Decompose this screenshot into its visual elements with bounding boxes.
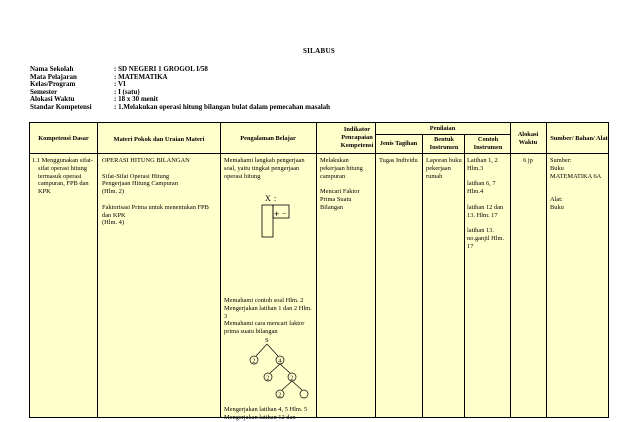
materi-line: Faktorisasi Prima untuk menentukan FPB dan KPK xyxy=(102,203,209,219)
tree-node: 2 xyxy=(278,392,282,399)
cell-contoh xyxy=(467,157,509,251)
syllabus-meta xyxy=(30,66,330,112)
cell-alokasi xyxy=(510,157,546,165)
meta-value: : 1.Melakukan operasi hitung bilangan bulat dalam pemecahan masalah xyxy=(114,102,331,111)
materi-line xyxy=(102,196,218,204)
contoh-line xyxy=(467,219,509,227)
times-symbol: X xyxy=(265,194,271,203)
indikator-line: Melakukan pekerjaan hitung campuran xyxy=(320,157,363,180)
contoh-line: latihan 13. no.ganjil Hlm. 17 xyxy=(467,227,505,250)
tree-node: 4 xyxy=(278,358,282,365)
contoh-line xyxy=(467,196,509,204)
meta-value: : MATEMATIKA xyxy=(114,72,168,81)
materi-line: (Hlm. 2) xyxy=(102,188,125,196)
sumber-line: Alat: xyxy=(550,195,563,203)
col-divider xyxy=(546,123,547,417)
sumber-line: MATEMATIKA 6A xyxy=(550,172,602,180)
pengalaman-line: Memahami contoh soal Hlm. 2 xyxy=(224,297,304,304)
cell-jenis xyxy=(379,157,421,165)
materi-line: (Hlm. 4) xyxy=(102,219,125,227)
meta-value: : I (satu) xyxy=(114,87,140,96)
meta-label: Standar Kompetensi xyxy=(30,102,92,111)
meta-label: Nama Sekolah xyxy=(30,65,74,73)
meta-label: Kelas/Program xyxy=(30,80,76,89)
meta-value: : VI xyxy=(114,80,126,89)
materi-line: Sifat-Sifat Operasi Hitung xyxy=(102,172,170,180)
col-divider xyxy=(316,123,317,417)
header-divider xyxy=(30,153,608,154)
col-divider xyxy=(422,134,423,417)
meta-row xyxy=(30,89,330,97)
meta-label: Alokasi Waktu xyxy=(30,95,75,104)
document-title: SILABUS xyxy=(302,47,336,55)
pengalaman-top: Memahami langkah pengerjaan soal, yaitu tingkat pengerjaan operasi hitung xyxy=(224,157,305,180)
sumber-line xyxy=(550,188,607,196)
materi-line: OPERASI HITUNG BILANGAN xyxy=(102,157,190,164)
header-indikator: Indikator Pencapaian Kompetensi xyxy=(340,126,374,149)
meta-row xyxy=(30,104,330,112)
tree-root: S xyxy=(265,337,269,344)
header-pengalaman: Pengalaman Belajar xyxy=(240,135,296,142)
meta-label: Mata Pelajaran xyxy=(30,72,77,81)
syllabus-table xyxy=(29,122,609,421)
header-penilaian: Penilaian xyxy=(429,124,456,132)
col-divider xyxy=(375,123,376,417)
contoh-line: latihan 12 dan 13. Hlm. 17 xyxy=(467,203,504,219)
col-divider xyxy=(510,123,511,417)
cell-kompetensi xyxy=(32,157,94,196)
meta-value: : SD NEGERI 1 GROGOL I/58 xyxy=(114,65,208,73)
alokasi-text: 6 jp xyxy=(523,157,533,164)
diagram-box-left xyxy=(262,205,273,237)
header-contoh: Contoh Instrumen xyxy=(473,136,503,151)
col-divider xyxy=(464,134,465,417)
tree-node-circle xyxy=(300,390,308,398)
jenis-text: Tugas Individu xyxy=(379,157,418,164)
header-bentuk: Bentuk Instrumen xyxy=(429,136,459,151)
indikator-line: Mencari Faktor Prima Suatu Bilangan xyxy=(320,188,360,211)
header-kompetensi: Kompetensi Dasar xyxy=(38,135,89,142)
plus-symbol: + xyxy=(274,209,280,219)
cell-indikator xyxy=(320,157,374,212)
header-jenis: Jenis Tagihan xyxy=(379,140,418,147)
header-alokasi: Alokasi Waktu xyxy=(517,131,539,146)
materi-line: Pengerjaan Hitung Campuran xyxy=(102,180,178,188)
pengalaman-line: Memahami cara mencari faktor prima suatu bilangan xyxy=(224,320,305,336)
col-divider xyxy=(220,123,221,417)
cell-bentuk xyxy=(426,157,463,180)
cell-pengalaman xyxy=(224,157,314,180)
operation-order-diagram xyxy=(246,191,296,241)
header-materi: Materi Pokok dan Uraian Materi xyxy=(113,136,205,143)
colon-symbol: : xyxy=(274,194,277,203)
sumber-line: Buku xyxy=(550,203,564,211)
kompetensi-text: 1.1 Menggunakan sifat-sifat operasi hitung termasuk operasi campuran, FPB dan KPK xyxy=(32,157,93,196)
col-divider xyxy=(97,123,98,417)
sumber-line: Buku xyxy=(550,164,564,172)
tree-node: 2 xyxy=(266,375,270,382)
cell-sumber xyxy=(550,157,607,212)
materi-line xyxy=(102,165,218,173)
minus-symbol: − xyxy=(282,209,287,218)
contoh-line: Latihan 1, 2 Hlm.3 xyxy=(467,157,498,172)
sumber-line xyxy=(550,180,607,188)
tree-node: 2 xyxy=(290,375,294,382)
meta-row xyxy=(30,81,330,89)
indikator-line xyxy=(320,180,374,188)
meta-label: Semester xyxy=(30,87,58,96)
pengalaman-line: Mengerjakan latihan 1 dan 2 Hlm. 3 xyxy=(224,304,312,320)
meta-row xyxy=(30,74,330,82)
cell-materi xyxy=(102,157,218,227)
contoh-line: latihan 6, 7 Hlm.4 xyxy=(467,180,496,196)
sumber-line: Sumber: xyxy=(550,157,572,164)
pengalaman-line: Mengerjakan latihan 12 dan xyxy=(224,413,296,421)
meta-value: : 18 x 30 menit xyxy=(114,95,158,104)
tree-node: 2 xyxy=(252,358,256,365)
cell-pengalaman-bottom xyxy=(224,406,314,422)
pengalaman-line: Mengerjakan latihan 4, 5 Hlm. 5 xyxy=(224,406,308,413)
bentuk-text: Laporan buku pekerjaan rumah xyxy=(426,157,462,180)
header-sumber: Sumber/ Bahan/ Alat xyxy=(550,135,608,142)
cell-pengalaman-mid xyxy=(224,297,314,336)
contoh-line xyxy=(467,173,509,181)
